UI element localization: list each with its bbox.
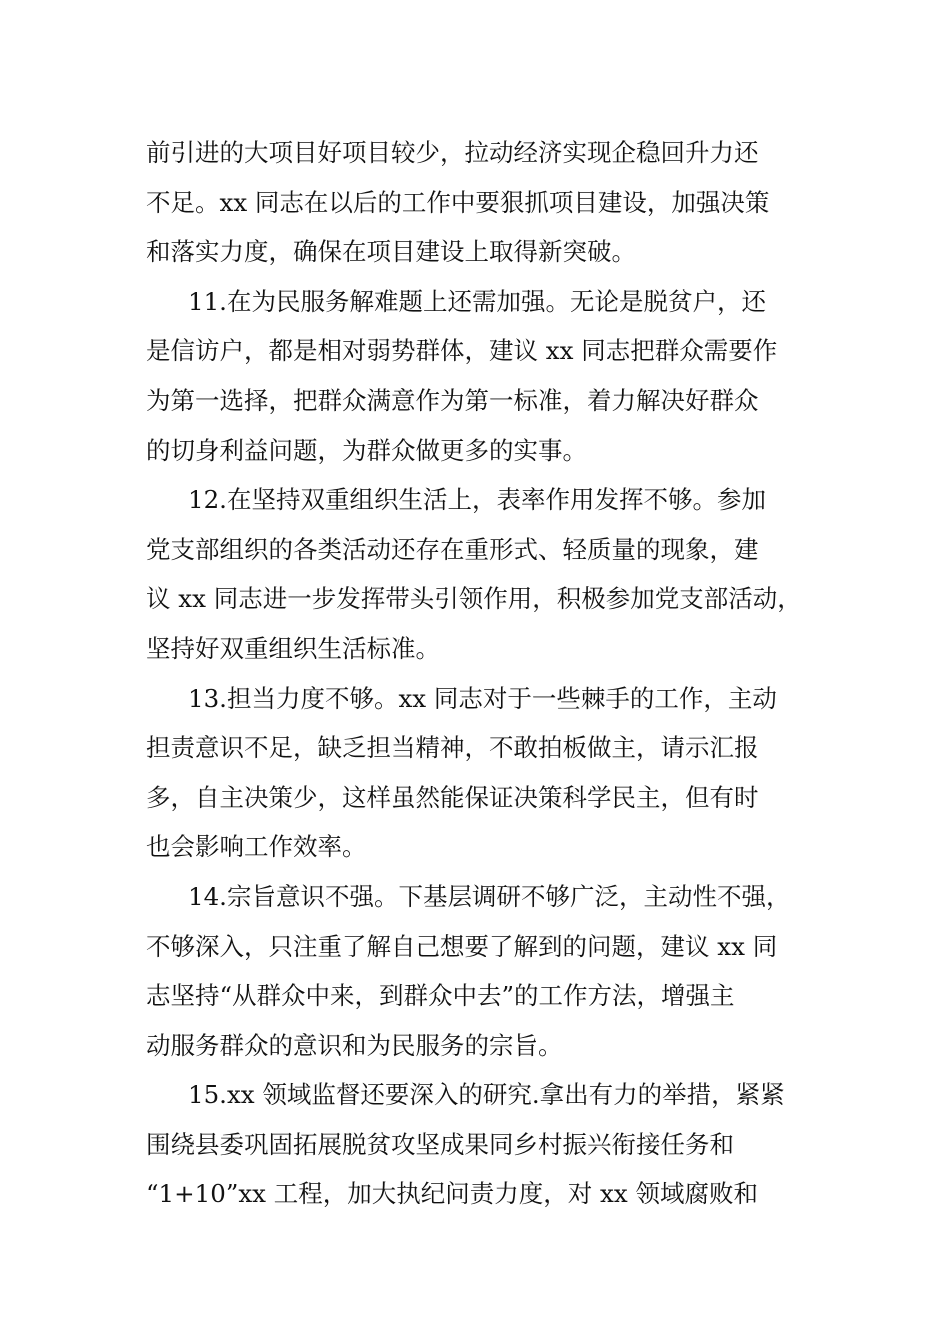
text-line: 不足。xx 同志在以后的工作中要狠抓项目建设，加强决策	[146, 187, 770, 217]
text-line: 围绕县委巩固拓展脱贫攻坚成果同乡村振兴衔接任务和	[146, 1129, 734, 1159]
text-line: 12.在坚持双重组织生活上，表率作用发挥不够。参加	[188, 485, 766, 515]
text-line: 13.担当力度不够。xx 同志对于一些棘手的工作，主动	[188, 683, 777, 713]
text-line: 志坚持“从群众中来，到群众中去”的工作方法，增强主	[146, 981, 735, 1011]
text-line: 不够深入，只注重了解自己想要了解到的问题，建议 xx 同	[146, 931, 778, 961]
text-line: 前引进的大项目好项目较少，拉动经济实现企稳回升力还	[146, 138, 759, 167]
paragraph-10-continuation	[146, 128, 826, 277]
text-line: 是信访户，都是相对弱势群体，建议 xx 同志把群众需要作	[146, 336, 778, 366]
paragraph-11	[146, 277, 826, 475]
text-line: 多，自主决策少，这样虽然能保证决策科学民主，但有时	[146, 782, 759, 812]
paragraph-12	[146, 475, 826, 673]
text-line: 坚持好双重组织生活标准。	[146, 633, 440, 663]
text-line: 也会影响工作效率。	[146, 832, 367, 862]
paragraph-13	[146, 674, 826, 872]
text-line: 11.在为民服务解难题上还需加强。无论是脱贫户，还	[188, 286, 766, 316]
text-line: 的切身利益问题，为群众做更多的实事。	[146, 435, 587, 465]
paragraph-15	[146, 1070, 826, 1219]
document-body	[146, 128, 826, 1219]
text-line: 15.xx 领域监督还要深入的研究.拿出有力的举措，紧紧	[188, 1080, 785, 1110]
paragraph-14	[146, 872, 826, 1070]
text-line: “1+10”xx 工程，加大执纪问责力度，对 xx 领域腐败和	[146, 1179, 758, 1209]
text-line: 为第一选择，把群众满意作为第一标准，着力解决好群众	[146, 385, 759, 415]
text-line: 党支部组织的各类活动还存在重形式、轻质量的现象，建	[146, 534, 759, 564]
text-line: 14.宗旨意识不强。下基层调研不够广泛，主动性不强，	[188, 881, 791, 911]
text-line: 动服务群众的意识和为民服务的宗旨。	[146, 1030, 563, 1060]
text-line: 担责意识不足，缺乏担当精神，不敢拍板做主，请示汇报	[146, 733, 759, 763]
text-line: 议 xx 同志进一步发挥带头引领作用，积极参加党支部活动，	[146, 584, 802, 614]
text-line: 和落实力度，确保在项目建设上取得新突破。	[146, 237, 636, 267]
